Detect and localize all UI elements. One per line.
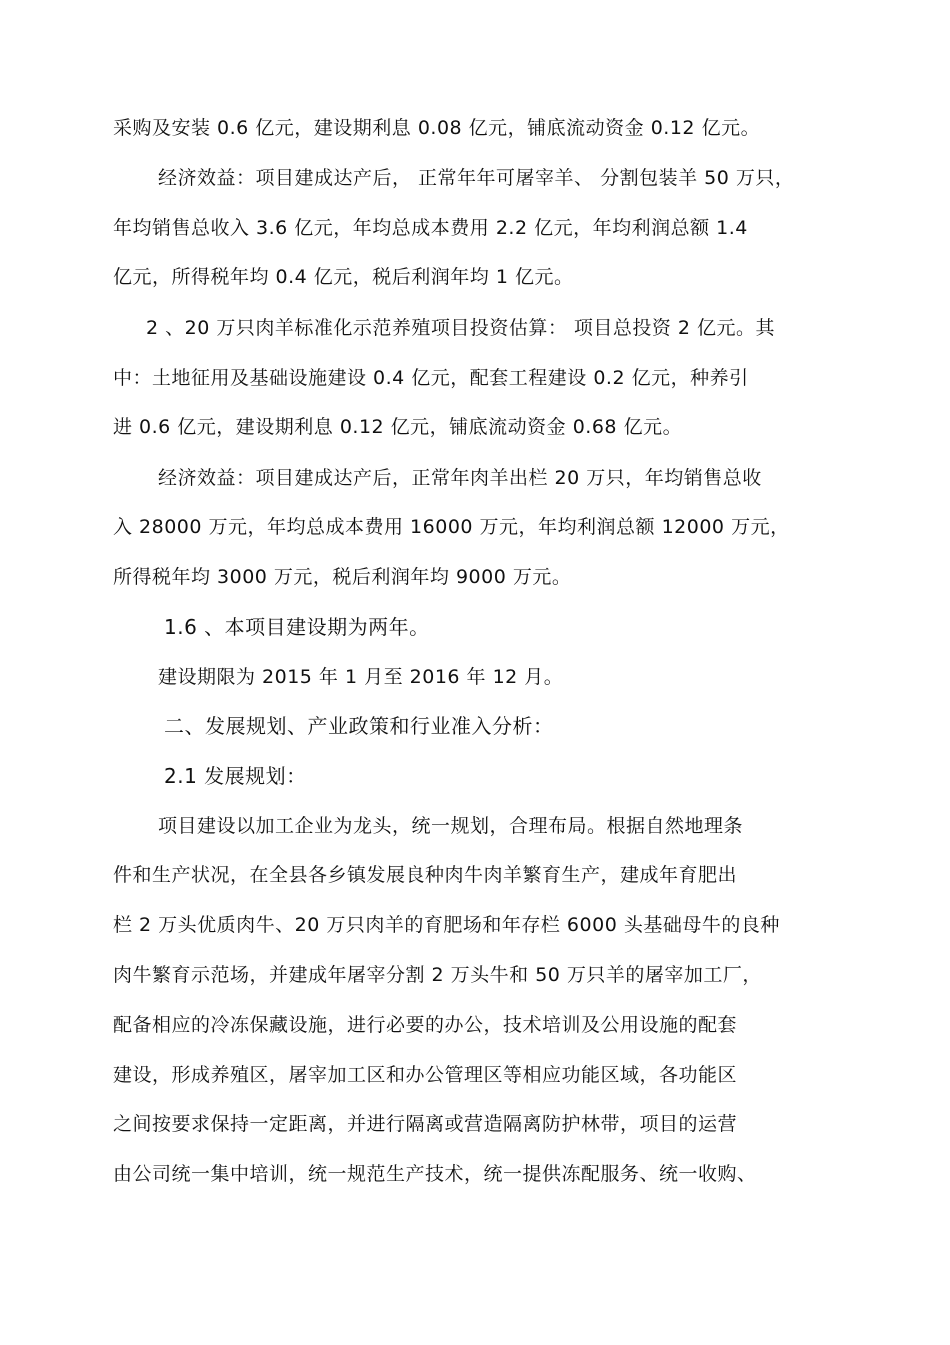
paragraph-line: 项目建设以加工企业为龙头，统一规划，合理布局。根据自然地理条 [158, 815, 744, 837]
subsection-heading: 2.1 发展规划： [164, 764, 307, 788]
paragraph-line: 经济效益：项目建成达产后， 正常年年可屠宰羊、 分割包装羊 50 万只， [158, 167, 795, 189]
paragraph-line: 之间按要求保持一定距离，并进行隔离或营造隔离防护林带，项目的运营 [113, 1113, 738, 1135]
paragraph-line: 2 、20 万只肉羊标准化示范养殖项目投资估算： 项目总投资 2 亿元。其 [146, 317, 776, 339]
paragraph-line: 由公司统一集中培训，统一规范生产技术，统一提供冻配服务、统一收购、 [113, 1163, 757, 1185]
paragraph-line: 经济效益：项目建成达产后，正常年肉羊出栏 20 万只，年均销售总收 [158, 467, 762, 489]
paragraph-line: 建设期限为 2015 年 1 月至 2016 年 12 月。 [158, 666, 564, 688]
paragraph-line: 配备相应的冷冻保藏设施，进行必要的办公，技术培训及公用设施的配套 [113, 1014, 738, 1036]
paragraph-line: 年均销售总收入 3.6 亿元，年均总成本费用 2.2 亿元，年均利润总额 1.4 [113, 217, 748, 239]
paragraph-line: 所得税年均 3000 万元，税后利润年均 9000 万元。 [113, 566, 572, 588]
paragraph-line: 建设，形成养殖区，屠宰加工区和办公管理区等相应功能区域，各功能区 [113, 1064, 738, 1086]
paragraph-line: 肉牛繁育示范场，并建成年屠宰分割 2 万头牛和 50 万只羊的屠宰加工厂， [113, 964, 762, 986]
paragraph-line: 亿元，所得税年均 0.4 亿元，税后利润年均 1 亿元。 [113, 266, 574, 288]
section-heading: 二、发展规划、产业政策和行业准入分析： [164, 714, 554, 738]
paragraph-line: 入 28000 万元，年均总成本费用 16000 万元，年均利润总额 12000 万元， [113, 516, 790, 538]
paragraph-line: 栏 2 万头优质肉牛、20 万只肉羊的育肥场和年存栏 6000 头基础母牛的良种 [113, 914, 780, 936]
paragraph-line: 中：土地征用及基础设施建设 0.4 亿元，配套工程建设 0.2 亿元，种养引 [113, 367, 749, 389]
paragraph-line: 件和生产状况，在全县各乡镇发展良种肉牛肉羊繁育生产，建成年育肥出 [113, 864, 738, 886]
section-heading: 1.6 、本项目建设期为两年。 [164, 615, 430, 639]
paragraph-line: 采购及安装 0.6 亿元，建设期利息 0.08 亿元，铺底流动资金 0.12 亿元。 [113, 117, 761, 139]
paragraph-line: 进 0.6 亿元，建设期利息 0.12 亿元，铺底流动资金 0.68 亿元。 [113, 416, 683, 438]
